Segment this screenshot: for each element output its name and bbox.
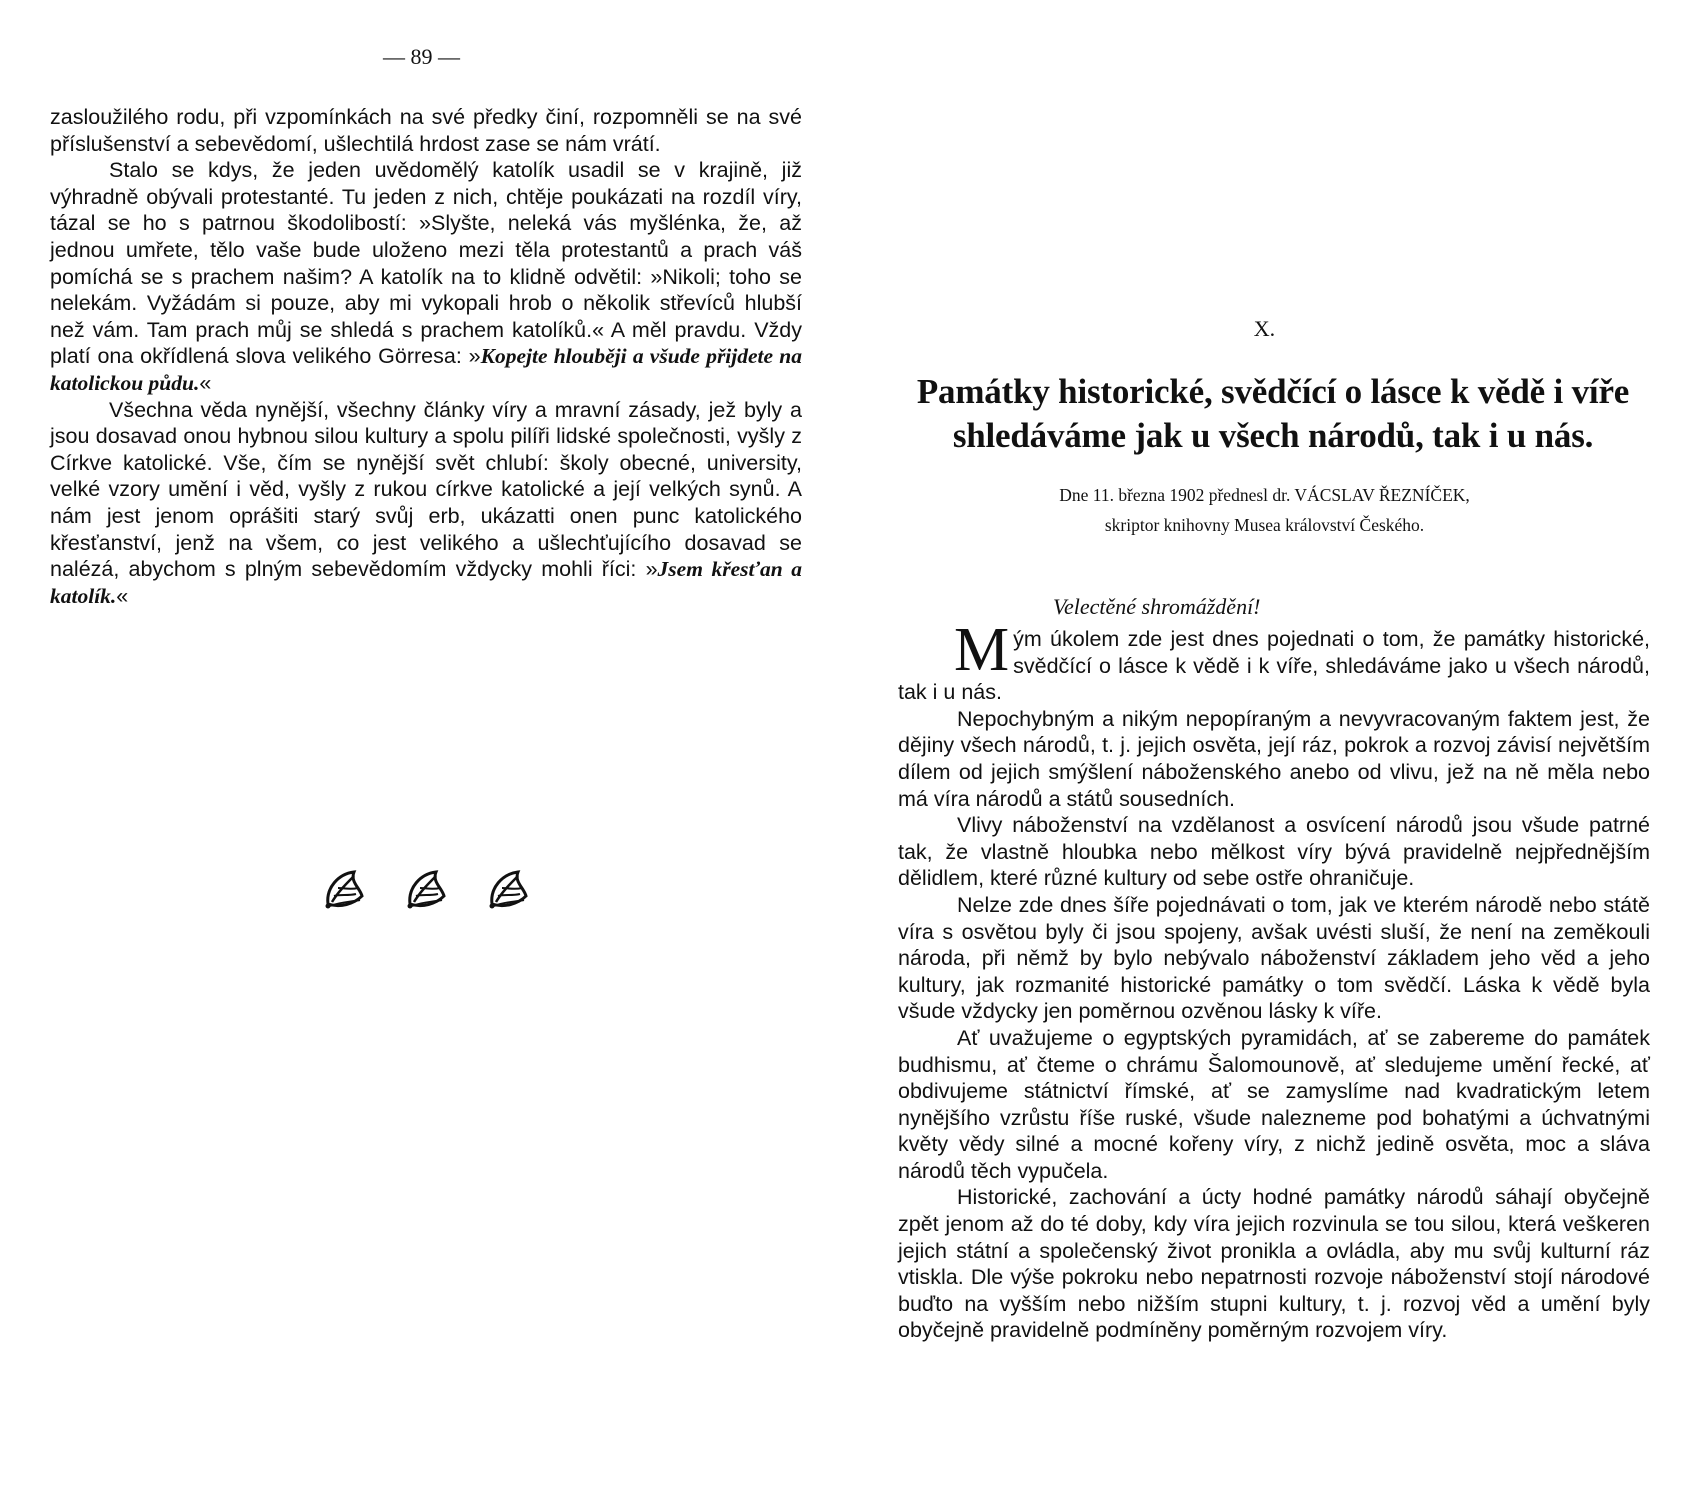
italic-quote: Kopejte hlouběji a všude přijdete na katolickou půdu. [50, 344, 802, 395]
leaf-ornament-icon [484, 866, 532, 914]
chapter-title [863, 370, 1683, 458]
chapter-title-line: Památky historické, svědčící o lásce k vědě i víře [916, 372, 1630, 411]
right-page [843, 0, 1686, 1500]
leaf-ornament-icon [320, 866, 368, 914]
right-text-column [898, 616, 1650, 1344]
leaf-ornament-row [320, 866, 532, 914]
lecture-info-line: skriptor knihovny Musea království Českého. [1104, 515, 1425, 535]
paragraph: Vlivy náboženství na vzdělanost a osvícení národů jsou všude patrné tak, že vlastně hloubka nebo mělkost víry bývá pravidelně nejpřednějším dělidlem, které různé kultury od sebe ostře ohraničuje. [898, 813, 1650, 891]
paragraph: Ať uvažujeme o egyptských pyramidách, ať se zabereme do památek budhismu, ať čteme o chrámu Šalomounově, ať sledujeme umění řecké, ať obdivujeme státnictví římské, ať se zamyslíme nad kvadratickým letem nynějšího vzrůstu říše ruské, všude nalezneme pod bohatými a úchvatnými květy vědy silné a mocné kořeny víry, z nichž jedině osvěta, moc a sláva národů těch vypučela. [898, 1025, 1650, 1183]
paragraph: Všechna věda nynější, všechny články víry a mravní zásady, jež byly a jsou dosavad onou hybnou silou kultury a spolu pilíři lidské společnosti, vyšly z Církve katolické. Vše, čím se nynější svět chlubí: školy obecné, university, velké vzory umění i věd, vyšly z rukou církve katolické a její velkých synů. A nám jest jenom oprášiti starý svůj erb, ukázatti onen punc katolického křesťanství, jenž na všem, co jest velikého a ušlechťujícího dosavad se nalézá, abychom s plným sebevědomím vždycky mohli říci: »Jsem křesťan a katolík.« [50, 397, 802, 608]
left-text-column [50, 104, 802, 609]
paragraph: zasloužilého rodu, při vzpomínkách na své předky činí, rozpomněli se na své příslušenství a sebevědomí, ušlechtilá hrdost zase se nám vrátí. [50, 105, 802, 156]
chapter-number: X. [1253, 316, 1276, 341]
lecture-info-line: Dne 11. března 1902 přednesl dr. VÁCSLAV ŘEZNÍČEK, [1059, 485, 1470, 505]
dropcap: M [954, 616, 1010, 684]
first-paragraph: Mým úkolem zde jest dnes pojednati o tom, že památky historické, svědčící o lásce k vědě i k víře, shledáváme jako u všech národů, tak i u nás. [898, 616, 1650, 705]
paragraph: Nepochybným a nikým nepopíraným a nevyvracovaným faktem jest, že dějiny všech národů, t. j. jejich osvěta, její ráz, pokrok a rozvoj závisí největším dílem od jejich smýšlení náboženského anebo od vlivu, jež na ně měla nebo má víra národů a států sousedních. [898, 706, 1650, 811]
page-number: — 89 — [383, 44, 460, 69]
paragraph: Stalo se kdys, že jeden uvědomělý katolík usadil se v krajině, již výhradně obývali protestanté. Tu jeden z nich, chtěje poukázati na rozdíl víry, tázal se ho s patrnou škodolibostí: »Slyšte, neleká vás myšlénka, že, až jednou umřete, tělo vaše bude uloženo mezi těla protestantů a prach váš pomíchá se s prachem našim? A katolík na to klidně odvětil: »Nikoli; toho se nelekám. Vyžádám si pouze, aby mi vykopali hrob o několik střevíců hlubší než vám. Tam prach můj se shledá s prachem katolíků.« A měl pravdu. Vždy platí ona okřídlená slova velikého Görresa: »Kopejte hlouběji a všude přijdete na katolickou půdu.« [50, 158, 802, 395]
paragraph: Nelze zde dnes šíře pojednávati o tom, jak ve kterém národě nebo státě víra s osvětou byly či jsou spojeny, avšak uvésti sluší, že není na zeměkouli národa, při němž by bylo nebývalo náboženství základem jeho věd a jeho kultury, jak rozmanité historické památky o tom svědčí. Láska k vědě byla všude vždycky jen poměrnou ozvěnou lásky k víře. [898, 892, 1650, 1024]
lecture-info [843, 480, 1686, 540]
salutation: Velectěné shromáždění! [1053, 594, 1261, 619]
leaf-ornament-icon [402, 866, 450, 914]
italic-quote: Jsem křesťan a katolík. [50, 557, 802, 608]
chapter-title-line: shledáváme jak u všech národů, tak i u nás. [952, 416, 1594, 455]
paragraph: Historické, zachování a úcty hodné památky národů sáhají obyčejně zpět jenom až do té doby, kdy víra jejich rozvinula se tou silou, která veškeren jejich státní a společenský život pronikla a ovládla, aby mu svůj kulturní ráz vtiskla. Dle výše pokroku nebo nepatrnosti rozvoje náboženství stojí národové buďto na vyšším nebo nižším stupni kultury, t. j. rozvoj věd a umění byly obyčejně pravidelně podmíněny poměrným rozvojem víry. [898, 1185, 1650, 1343]
